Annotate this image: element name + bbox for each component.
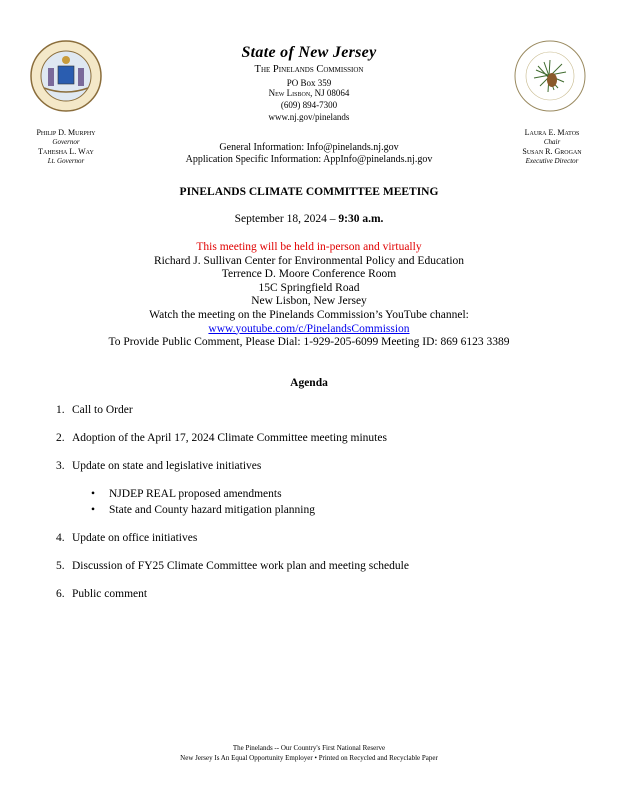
agenda-subitem: • State and County hazard mitigation planning	[91, 504, 316, 516]
footer-line-1: The Pinelands -- Our Country's First National Reserve	[232, 744, 386, 752]
agenda-item: 5. Discussion of FY25 Climate Committee work plan and meeting schedule	[56, 560, 409, 572]
venue-line-1: Richard J. Sullivan Center for Environmental Policy and Education	[153, 254, 465, 267]
address-line-1: 15C Springfield Road	[258, 281, 360, 294]
governor-role: Governor	[52, 137, 80, 146]
executive-director-role: Executive Director	[525, 156, 579, 165]
application-info: Application Specific Information: AppInfo@pinelands.nj.gov	[185, 154, 433, 165]
footer-line-2: New Jersey Is An Equal Opportunity Employer • Printed on Recycled and Recyclable Paper	[180, 754, 438, 762]
meeting-title: PINELANDS CLIMATE COMMITTEE MEETING	[179, 186, 439, 198]
agenda-item: 2. Adoption of the April 17, 2024 Climate Committee meeting minutes	[56, 432, 387, 444]
agenda-title: Agenda	[290, 377, 328, 389]
address-line-2: New Lisbon, New Jersey	[251, 295, 367, 308]
lt-governor-name: Tahesha L. Way	[38, 147, 94, 156]
youtube-link[interactable]: www.youtube.com/c/PinelandsCommission	[208, 322, 410, 335]
phone: (609) 894-7300	[280, 100, 338, 110]
public-comment-line: To Provide Public Comment, Please Dial: 1-929-205-6099 Meeting ID: 869 6123 3389	[108, 336, 510, 349]
agenda-item: 4. Update on office initiatives	[56, 532, 198, 544]
chair-role: Chair	[543, 137, 561, 146]
po-box: PO Box 359	[286, 78, 332, 88]
hybrid-notice: This meeting will be held in-person and virtually	[196, 241, 422, 253]
executive-director-name: Susan R. Grogan	[522, 147, 582, 156]
agenda-subitem: • NJDEP REAL proposed amendments	[91, 488, 282, 500]
commission-name: The Pinelands Commission	[254, 64, 364, 75]
state-of-new-jersey: State of New Jersey	[241, 44, 377, 61]
agenda-item: 6. Public comment	[56, 588, 148, 600]
watch-line: Watch the meeting on the Pinelands Commission’s YouTube channel:	[149, 308, 469, 321]
city-line: New Lisbon, NJ 08064	[268, 88, 350, 98]
agenda-item: 3. Update on state and legislative initiatives	[56, 460, 262, 472]
meeting-info	[0, 241, 618, 350]
date-text: September 18, 2024 –	[234, 213, 339, 225]
lt-governor-role: Lt. Governor	[47, 156, 85, 165]
general-info: General Information: Info@pinelands.nj.gov	[219, 142, 399, 153]
footer	[0, 743, 618, 763]
governor-name: Philip D. Murphy	[36, 128, 96, 137]
meeting-time: 9:30 a.m.	[338, 213, 384, 225]
website[interactable]: www.nj.gov/pinelands	[268, 112, 350, 122]
agenda-item: 1. Call to Order	[56, 404, 133, 416]
chair-name: Laura E. Matos	[524, 128, 580, 137]
meeting-date	[0, 213, 618, 225]
venue-line-2: Terrence D. Moore Conference Room	[221, 268, 397, 281]
